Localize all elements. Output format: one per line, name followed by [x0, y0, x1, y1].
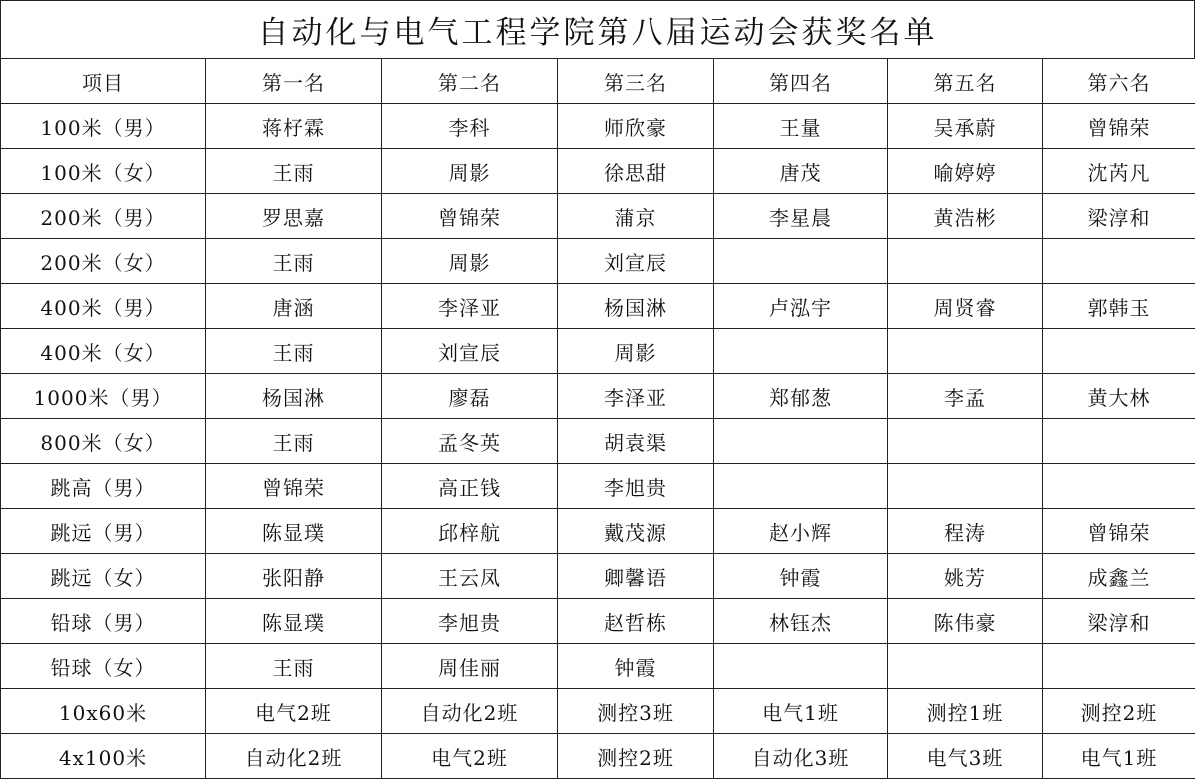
event-cell: 1000米（男）: [1, 374, 206, 419]
column-header: 第一名: [206, 59, 382, 104]
winner-cell: 曾锦荣: [206, 464, 382, 509]
column-header: 项目: [1, 59, 206, 104]
column-header: 第五名: [888, 59, 1043, 104]
winner-cell: [888, 329, 1043, 374]
winner-cell: 卿馨语: [558, 554, 714, 599]
table-row: [1, 464, 1195, 509]
winner-cell: [1043, 329, 1195, 374]
winner-cell: 胡袁渠: [558, 419, 714, 464]
winner-cell: 程涛: [888, 509, 1043, 554]
awards-table: [0, 58, 1195, 779]
table-row: [1, 104, 1195, 149]
event-cell: 4x100米: [1, 734, 206, 779]
winner-cell: 喻婷婷: [888, 149, 1043, 194]
table-row: [1, 554, 1195, 599]
winner-cell: [714, 239, 888, 284]
winner-cell: 王雨: [206, 149, 382, 194]
winner-cell: [1043, 239, 1195, 284]
winner-cell: 电气1班: [714, 689, 888, 734]
winner-cell: [714, 329, 888, 374]
table-row: [1, 644, 1195, 689]
winner-cell: 王云凤: [382, 554, 558, 599]
table-row: [1, 734, 1195, 779]
winner-cell: 李星晨: [714, 194, 888, 239]
winner-cell: 周贤睿: [888, 284, 1043, 329]
winner-cell: 王雨: [206, 419, 382, 464]
winner-cell: 钟霞: [558, 644, 714, 689]
winner-cell: [714, 644, 888, 689]
event-cell: 跳高（男）: [1, 464, 206, 509]
winner-cell: [1043, 419, 1195, 464]
winner-cell: [888, 239, 1043, 284]
table-row: [1, 149, 1195, 194]
winner-cell: 成鑫兰: [1043, 554, 1195, 599]
winner-cell: 李泽亚: [382, 284, 558, 329]
winner-cell: 陈伟豪: [888, 599, 1043, 644]
winner-cell: [1043, 464, 1195, 509]
table-row: [1, 374, 1195, 419]
winner-cell: 王雨: [206, 239, 382, 284]
winner-cell: 测控3班: [558, 689, 714, 734]
winner-cell: 李泽亚: [558, 374, 714, 419]
winner-cell: 林钰杰: [714, 599, 888, 644]
winner-cell: 刘宣辰: [558, 239, 714, 284]
winner-cell: 蒋杍霖: [206, 104, 382, 149]
winner-cell: 曾锦荣: [1043, 509, 1195, 554]
winner-cell: 陈显璞: [206, 599, 382, 644]
winner-cell: 梁淳和: [1043, 599, 1195, 644]
winner-cell: [888, 419, 1043, 464]
winner-cell: 刘宣辰: [382, 329, 558, 374]
winner-cell: 戴茂源: [558, 509, 714, 554]
table-row: [1, 599, 1195, 644]
winner-cell: 郭韩玉: [1043, 284, 1195, 329]
winner-cell: 自动化3班: [714, 734, 888, 779]
winner-cell: 赵哲栋: [558, 599, 714, 644]
winner-cell: 张阳静: [206, 554, 382, 599]
winner-cell: 孟冬英: [382, 419, 558, 464]
sheet-title: 自动化与电气工程学院第八届运动会获奖名单: [0, 0, 1195, 58]
winner-cell: 唐涵: [206, 284, 382, 329]
event-cell: 10x60米: [1, 689, 206, 734]
winner-cell: 黄大林: [1043, 374, 1195, 419]
event-cell: 400米（女）: [1, 329, 206, 374]
winner-cell: 梁淳和: [1043, 194, 1195, 239]
winner-cell: 蒲京: [558, 194, 714, 239]
winner-cell: 测控1班: [888, 689, 1043, 734]
winner-cell: 师欣豪: [558, 104, 714, 149]
table-row: [1, 239, 1195, 284]
winner-cell: 卢泓宇: [714, 284, 888, 329]
winner-cell: 王雨: [206, 644, 382, 689]
winner-cell: 周影: [382, 239, 558, 284]
winner-cell: 李孟: [888, 374, 1043, 419]
winner-cell: 李科: [382, 104, 558, 149]
table-row: [1, 284, 1195, 329]
winner-cell: 罗思嘉: [206, 194, 382, 239]
column-header: 第三名: [558, 59, 714, 104]
column-header: 第四名: [714, 59, 888, 104]
winner-cell: 曾锦荣: [382, 194, 558, 239]
table-row: [1, 194, 1195, 239]
winner-cell: 黄浩彬: [888, 194, 1043, 239]
event-cell: 200米（男）: [1, 194, 206, 239]
event-cell: 800米（女）: [1, 419, 206, 464]
winner-cell: 电气1班: [1043, 734, 1195, 779]
table-row: [1, 509, 1195, 554]
winner-cell: 徐思甜: [558, 149, 714, 194]
winner-cell: 周影: [558, 329, 714, 374]
winner-cell: 高正钱: [382, 464, 558, 509]
winner-cell: 李旭贵: [382, 599, 558, 644]
event-cell: 铅球（男）: [1, 599, 206, 644]
winner-cell: [888, 644, 1043, 689]
winner-cell: 测控2班: [1043, 689, 1195, 734]
winner-cell: [1043, 644, 1195, 689]
winner-cell: 自动化2班: [206, 734, 382, 779]
event-cell: 跳远（女）: [1, 554, 206, 599]
winner-cell: 自动化2班: [382, 689, 558, 734]
winner-cell: [888, 464, 1043, 509]
table-row: [1, 419, 1195, 464]
winner-cell: 吴承蔚: [888, 104, 1043, 149]
winner-cell: 赵小辉: [714, 509, 888, 554]
winner-cell: 沈芮凡: [1043, 149, 1195, 194]
event-cell: 铅球（女）: [1, 644, 206, 689]
winner-cell: 周佳丽: [382, 644, 558, 689]
winner-cell: 廖磊: [382, 374, 558, 419]
winner-cell: 杨国淋: [206, 374, 382, 419]
winner-cell: 李旭贵: [558, 464, 714, 509]
column-header: 第六名: [1043, 59, 1195, 104]
event-cell: 400米（男）: [1, 284, 206, 329]
winner-cell: 王量: [714, 104, 888, 149]
winner-cell: 郑郁葱: [714, 374, 888, 419]
winner-cell: 曾锦荣: [1043, 104, 1195, 149]
winner-cell: 姚芳: [888, 554, 1043, 599]
table-header-row: [1, 59, 1195, 104]
event-cell: 200米（女）: [1, 239, 206, 284]
event-cell: 跳远（男）: [1, 509, 206, 554]
winner-cell: 测控2班: [558, 734, 714, 779]
winner-cell: 唐茂: [714, 149, 888, 194]
winner-cell: 陈显璞: [206, 509, 382, 554]
winner-cell: [714, 419, 888, 464]
event-cell: 100米（女）: [1, 149, 206, 194]
table-row: [1, 329, 1195, 374]
winner-cell: 钟霞: [714, 554, 888, 599]
event-cell: 100米（男）: [1, 104, 206, 149]
winner-cell: 王雨: [206, 329, 382, 374]
winner-cell: 邱梓航: [382, 509, 558, 554]
winner-cell: [714, 464, 888, 509]
table-row: [1, 689, 1195, 734]
winner-cell: 电气3班: [888, 734, 1043, 779]
column-header: 第二名: [382, 59, 558, 104]
winner-cell: 电气2班: [206, 689, 382, 734]
winner-cell: 电气2班: [382, 734, 558, 779]
winner-cell: 周影: [382, 149, 558, 194]
winner-cell: 杨国淋: [558, 284, 714, 329]
